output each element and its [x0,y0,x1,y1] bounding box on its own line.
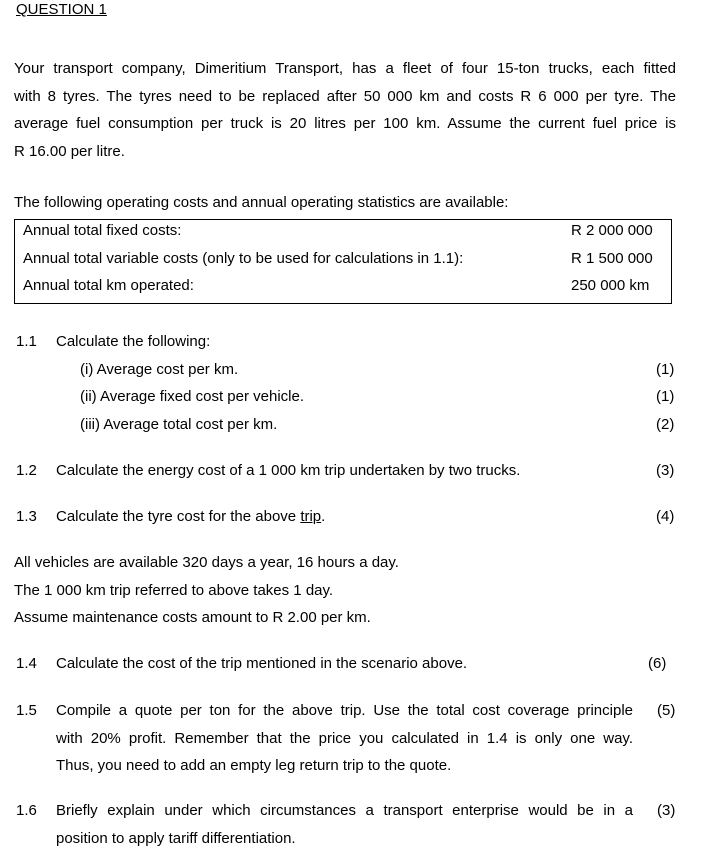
question-text-1-5 [56,697,633,780]
marks-1-1-i: (1) [656,361,675,378]
intro-line: average fuel consumption per truck is 20 litres per 100 km. Assume the current fuel price is [14,115,676,133]
intro-line: with 8 tyres. The tyres need to be replaced after 50 000 km and costs R 6 000 per tyre. The [14,87,676,105]
row-label: Annual total km operated: [23,277,194,294]
row-value: 250 000 km [571,277,650,294]
question-1-5-line: Compile a quote per ton for the above trip. Use the total cost coverage principle [56,702,633,719]
marks-1-6: (3) [657,802,676,819]
question-1-6-line: position to apply tariff differentiation. [56,829,296,847]
subquestion-i: (i) Average cost per km. [80,361,239,378]
row-label: Annual total fixed costs: [23,222,182,239]
row-value: R 2 000 000 [571,222,653,239]
scenario-line: All vehicles are available 320 days a year, 16 hours a day. [14,554,399,571]
question-number-1-5: 1.5 [16,702,37,719]
intro-paragraph [14,55,676,166]
marks-1-5: (5) [657,702,676,719]
question-text-1-1: Calculate the following: [56,333,211,350]
question-number-1-2: 1.2 [16,462,37,479]
row-label: Annual total variable costs (only to be used for calculations in 1.1): [23,250,464,267]
marks-1-1-ii: (1) [656,388,675,405]
question-text-1-6 [56,797,633,852]
marks-1-3: (4) [656,508,675,525]
question-number-1-4: 1.4 [16,655,37,672]
row-value: R 1 500 000 [571,250,653,267]
intro-line: R 16.00 per litre. [14,143,125,161]
question-text-1-2: Calculate the energy cost of a 1 000 km trip undertaken by two trucks. [56,462,521,479]
scenario-line: Assume maintenance costs amount to R 2.00 per km. [14,609,371,626]
question-text-1-3-end: . [321,508,326,525]
marks-1-1-iii: (2) [656,416,675,433]
question-text-1-3 [56,507,325,527]
question-title: QUESTION 1 [16,1,107,18]
table-caption: The following operating costs and annual operating statistics are available: [14,194,509,211]
question-1-5-line: with 20% profit. Remember that the price you calculated in 1.4 is only one way. [56,729,633,747]
scenario-line: The 1 000 km trip referred to above takes 1 day. [14,582,334,599]
question-text-1-3-main: Calculate the tyre cost for the above [56,508,301,525]
question-text-1-3-underlined: trip [300,508,322,525]
intro-line: Your transport company, Dimeritium Transport, has a fleet of four 15-ton trucks, each fitted [14,60,676,77]
question-number-1-1: 1.1 [16,333,37,350]
question-1-6-line: Briefly explain under which circumstances a transport enterprise would be in a [56,802,633,819]
subquestion-ii: (ii) Average fixed cost per vehicle. [80,388,304,405]
question-number-1-6: 1.6 [16,802,37,819]
operating-costs-table [14,219,672,304]
marks-1-2: (3) [656,462,675,479]
marks-1-4: (6) [648,655,667,672]
subquestion-iii: (iii) Average total cost per km. [80,416,278,433]
question-number-1-3: 1.3 [16,508,37,525]
question-text-1-4: Calculate the cost of the trip mentioned in the scenario above. [56,655,468,672]
question-1-5-line: Thus, you need to add an empty leg return trip to the quote. [56,757,452,775]
